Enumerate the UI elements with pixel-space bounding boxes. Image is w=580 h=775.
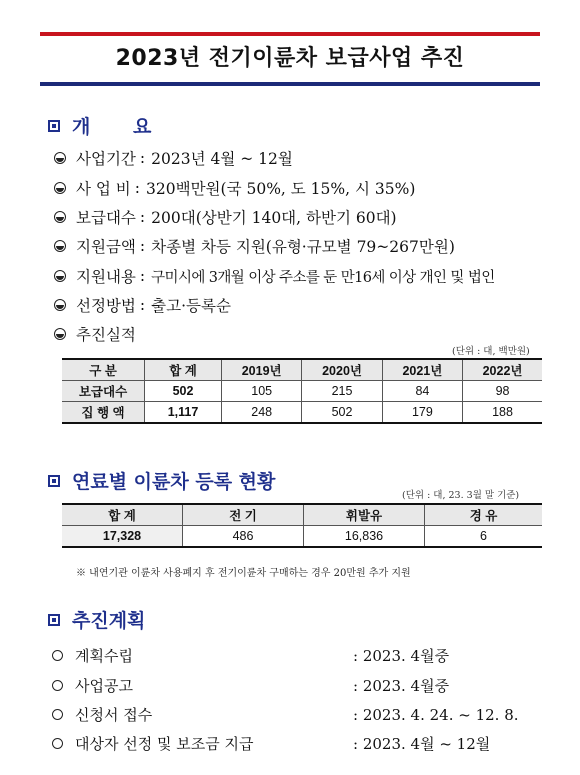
circle-bullet-icon bbox=[54, 270, 66, 282]
overview-item-label: 지원금액 bbox=[76, 238, 136, 256]
table-cell: 98 bbox=[463, 381, 542, 402]
overview-item bbox=[54, 235, 455, 257]
colon: : bbox=[139, 149, 146, 167]
table-header-cell: 2019년 bbox=[222, 359, 302, 381]
square-bullet-icon bbox=[48, 475, 60, 487]
circle-bullet-icon bbox=[52, 738, 63, 749]
table-row bbox=[62, 381, 542, 402]
page-title: 2023년 전기이륜차 보급사업 추진 bbox=[115, 46, 465, 71]
circle-bullet-icon bbox=[54, 182, 66, 194]
table-cell: 248 bbox=[222, 402, 302, 424]
table-cell: 16,836 bbox=[304, 526, 425, 548]
registration-note: ※ 내연기관 이륜차 사용폐지 후 전기이륜차 구매하는 경우 20만원 추가 지원 bbox=[76, 568, 411, 579]
table-row bbox=[62, 402, 542, 424]
table-header-cell: 2021년 bbox=[382, 359, 462, 381]
registration-table bbox=[62, 503, 542, 548]
section-plan-heading bbox=[48, 606, 145, 633]
square-bullet-icon bbox=[48, 614, 60, 626]
table-cell: 84 bbox=[382, 381, 462, 402]
plan-item-value: : 2023. 4월중 bbox=[353, 677, 450, 695]
table-header-cell: 구 분 bbox=[62, 359, 145, 381]
overview-item-label: 선정방법 bbox=[76, 297, 136, 315]
circle-bullet-icon bbox=[52, 709, 63, 720]
circle-bullet-icon bbox=[54, 240, 66, 252]
plan-item-value: : 2023. 4월 ~ 12월 bbox=[353, 735, 491, 753]
table-cell: 105 bbox=[222, 381, 302, 402]
overview-item bbox=[54, 206, 397, 228]
table-cell: 188 bbox=[463, 402, 542, 424]
overview-item bbox=[54, 177, 415, 199]
square-bullet-icon bbox=[48, 120, 60, 132]
table-header-cell: 합 계 bbox=[62, 504, 183, 526]
colon: : bbox=[139, 208, 146, 226]
overview-item bbox=[54, 294, 231, 316]
table-header-cell: 2022년 bbox=[463, 359, 542, 381]
plan-item-label: 사업공고 bbox=[75, 677, 133, 695]
circle-bullet-icon bbox=[52, 680, 63, 691]
overview-item-label: 사 업 비 bbox=[76, 180, 131, 198]
table-header-cell: 합 계 bbox=[145, 359, 222, 381]
table-row-header: 보급대수 bbox=[62, 381, 145, 402]
overview-item-value: 200대(상반기 140대, 하반기 60대) bbox=[151, 209, 397, 227]
colon: : bbox=[139, 296, 146, 314]
section-overview-title: 개 요 bbox=[72, 116, 170, 138]
performance-table bbox=[62, 358, 542, 424]
plan-item-value: : 2023. 4. 24. ~ 12. 8. bbox=[353, 705, 519, 724]
colon: : bbox=[134, 179, 141, 197]
plan-item-label: 계획수립 bbox=[75, 647, 133, 665]
title-banner bbox=[40, 32, 540, 86]
table-row-header: 집 행 액 bbox=[62, 402, 145, 424]
overview-item bbox=[54, 147, 293, 169]
overview-item-label: 지원내용 bbox=[76, 268, 136, 286]
overview-item bbox=[54, 323, 136, 345]
circle-bullet-icon bbox=[54, 152, 66, 164]
table-cell: 502 bbox=[145, 381, 222, 402]
overview-item-label: 사업기간 bbox=[76, 150, 136, 168]
plan-item bbox=[52, 675, 532, 696]
table-cell: 502 bbox=[302, 402, 382, 424]
plan-item-value: : 2023. 4월중 bbox=[353, 647, 450, 665]
overview-item-value: 출고·등록순 bbox=[151, 297, 231, 315]
circle-bullet-icon bbox=[54, 328, 66, 340]
section-plan-title: 추진계획 bbox=[72, 610, 146, 632]
table-row bbox=[62, 526, 542, 548]
circle-bullet-icon bbox=[54, 299, 66, 311]
table-header-cell: 휘발유 bbox=[304, 504, 425, 526]
table-cell: 486 bbox=[183, 526, 304, 548]
overview-item-value: 320백만원(국 50%, 도 15%, 시 35%) bbox=[146, 180, 416, 198]
table-header-row bbox=[62, 359, 542, 381]
table-header-cell: 전 기 bbox=[183, 504, 304, 526]
table-cell: 1,117 bbox=[145, 402, 222, 424]
table-cell: 17,328 bbox=[62, 526, 183, 548]
plan-item bbox=[52, 704, 532, 725]
section-registration-heading bbox=[48, 467, 275, 494]
overview-item-label: 추진실적 bbox=[76, 326, 136, 344]
overview-item-value: 2023년 4월 ~ 12월 bbox=[151, 150, 293, 168]
plan-item bbox=[52, 645, 532, 666]
overview-item-value: 구미시에 3개월 이상 주소를 둔 만16세 이상 개인 및 법인 bbox=[151, 269, 495, 286]
colon: : bbox=[139, 267, 146, 285]
overview-item bbox=[54, 265, 495, 287]
plan-item bbox=[52, 733, 532, 754]
registration-unit-label: (단위 : 대, 23. 3월 말 기준) bbox=[402, 490, 520, 501]
title-bottom-bar bbox=[40, 82, 540, 86]
overview-unit-label: (단위 : 대, 백만원) bbox=[452, 346, 530, 357]
table-header-cell: 경 유 bbox=[425, 504, 543, 526]
colon: : bbox=[139, 237, 146, 255]
table-cell: 6 bbox=[425, 526, 543, 548]
overview-item-value: 차종별 차등 지원(유형·규모별 79~267만원) bbox=[151, 238, 455, 256]
table-header-cell: 2020년 bbox=[302, 359, 382, 381]
table-header-row bbox=[62, 504, 542, 526]
circle-bullet-icon bbox=[54, 211, 66, 223]
overview-item-label: 보급대수 bbox=[76, 209, 136, 227]
section-registration-title: 연료별 이륜차 등록 현황 bbox=[72, 471, 276, 493]
section-overview-heading bbox=[48, 112, 169, 139]
table-cell: 215 bbox=[302, 381, 382, 402]
table-cell: 179 bbox=[382, 402, 462, 424]
plan-item-label: 신청서 접수 bbox=[75, 706, 153, 724]
circle-bullet-icon bbox=[52, 650, 63, 661]
plan-item-label: 대상자 선정 및 보조금 지급 bbox=[75, 735, 254, 753]
